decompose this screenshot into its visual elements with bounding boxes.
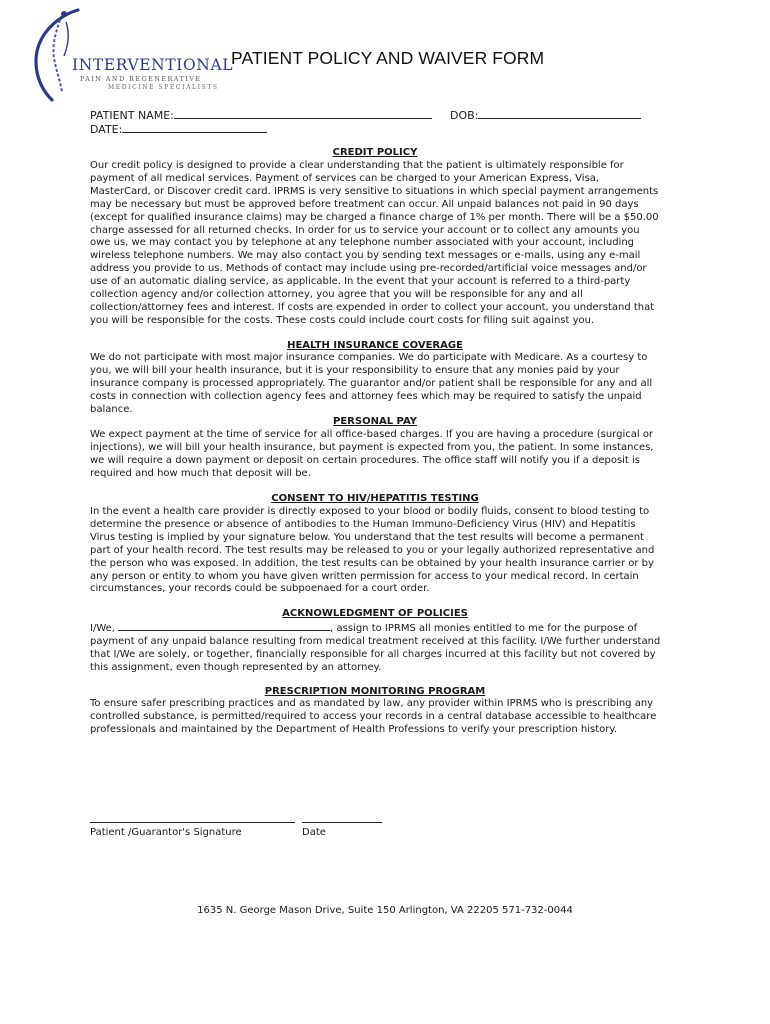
prescription-monitoring-heading: PRESCRIPTION MONITORING PROGRAM	[264, 686, 486, 697]
date-line[interactable]	[122, 122, 267, 133]
credit-policy-heading: CREDIT POLICY	[332, 147, 418, 158]
acknowledgment-heading: ACKNOWLEDGMENT OF POLICIES	[282, 608, 468, 619]
dob-field[interactable]	[450, 108, 641, 122]
spine-figure-icon	[30, 4, 100, 104]
practice-logo	[30, 4, 234, 100]
name-blank-line[interactable]	[118, 621, 330, 631]
dob-label: DOB:	[450, 109, 479, 122]
patient-name-label: PATIENT NAME:	[90, 109, 174, 122]
health-insurance-text: We do not participate with most major insurance companies. We do participate with Medicare. As a courtesy to you, we will bill your health insurance, but it is your responsibility to ensure that any monies paid by your insurance company is processed appropriately. The guarantor and/or patient shall be responsible for any and all costs in connection with collection agency fees and attorney fees which may be required to satisfy the unpaid balance.	[90, 352, 653, 415]
prescription-monitoring-text: To ensure safer prescribing practices and as mandated by law, any provider within IPRMS who is prescribing any controlled substance, is permitted/required to access your records in a central database accessible to healthcare professionals and maintained by the Department of Health Professions to verify your prescription history.	[90, 698, 657, 735]
signature-line[interactable]	[90, 822, 295, 823]
dob-line[interactable]	[478, 108, 641, 119]
acknowledgment-body: , assign to IPRMS all monies entitled to me for the purpose of payment of any unpaid balance resulting from medical treatment received at this facility. I/We further understand that I/We are solely, or together, financially responsible for all charges incurred at this facility but not covered by this assignment, even though represented by an attorney.	[90, 623, 661, 673]
logo-subtitle: PAIN AND REGENERATIVE	[80, 75, 202, 83]
credit-policy-text: Our credit policy is designed to provide a clear understanding that the patient is ultimately responsible for payment of all medical services. Payment of services can be charged to your American Express, Visa, MasterCard, or Discover credit card. IPRMS is very sensitive to situations in which special payment arrangements may be necessary but must be approved before treatment can occur. All unpaid balances not paid in 90 days (except for qualified insurance claims) may be charged a finance charge of 1% per month. There will be a $50.00 charge assessed for all returned checks. In order for us to service your account or to collect any amounts you owe us, we may contact you by telephone at any telephone number associated with your account, including wireless telephone numbers. We may also contact you by sending text messages or e-mails, using any e-mail address you provide to us. Methods of contact may include using pre-recorded/artificial voice messages and/or use of an automatic dialing service, as applicable. In the event that your account is referred to a third-party collection agency and/or collection attorney, you agree that you will be responsible for any and all collection/attorney fees and interest. If costs are expended in order to collect your account, you understand that you will be responsible for the costs. These costs could include court costs for filing suit against you.	[90, 160, 659, 326]
signature-date-line[interactable]	[302, 822, 382, 823]
acknowledgment-text	[90, 621, 662, 675]
health-insurance-heading: HEALTH INSURANCE COVERAGE	[287, 340, 463, 351]
consent-testing-heading: CONSENT TO HIV/HEPATITIS TESTING	[271, 493, 479, 504]
patient-name-field[interactable]	[90, 108, 432, 122]
consent-testing-text: In the event a health care provider is directly exposed to your blood or bodily fluids, consent to blood testing to determine the presence or absence of antibodies to the Human Immuno-Deficiency Virus (HIV) and Hepatitis Virus testing is implied by your signature below. You understand that the test results will become a permanent part of your health record. The test results may be released to you or your legally authorized representative and the person who was exposed. In addition, the test results can be obtained by your health insurance carrier or by any person or entity to whom you have given written permission for access to your medical record. In certain circumstances, your records could be subpoenaed for a court order.	[90, 506, 655, 595]
personal-pay-text: We expect payment at the time of service for all office-based charges. If you are having a procedure (surgical or injections), we will bill your health insurance, but payment is expected from you, the patient. In some instances, we will require a down payment or deposit on certain procedures. The office staff will notify you if a deposit is required and how much that deposit will be.	[90, 429, 654, 479]
footer-address: 1635 N. George Mason Drive, Suite 150 Arlington, VA 22205 571-732-0044	[197, 905, 573, 916]
page-title: PATIENT POLICY AND WAIVER FORM	[231, 48, 545, 68]
signature-date-label: Date	[302, 827, 326, 838]
logo-name: INTERVENTIONAL	[72, 56, 234, 74]
acknowledgment-prefix: I/We,	[90, 623, 119, 634]
date-field[interactable]	[90, 122, 267, 136]
patient-name-line[interactable]	[174, 108, 432, 119]
date-label: DATE:	[90, 123, 123, 136]
signature-label: Patient /Guarantor's Signature	[90, 827, 242, 838]
personal-pay-heading: PERSONAL PAY	[333, 416, 417, 427]
logo-subtitle-2: MEDICINE SPECIALISTS	[108, 84, 219, 91]
